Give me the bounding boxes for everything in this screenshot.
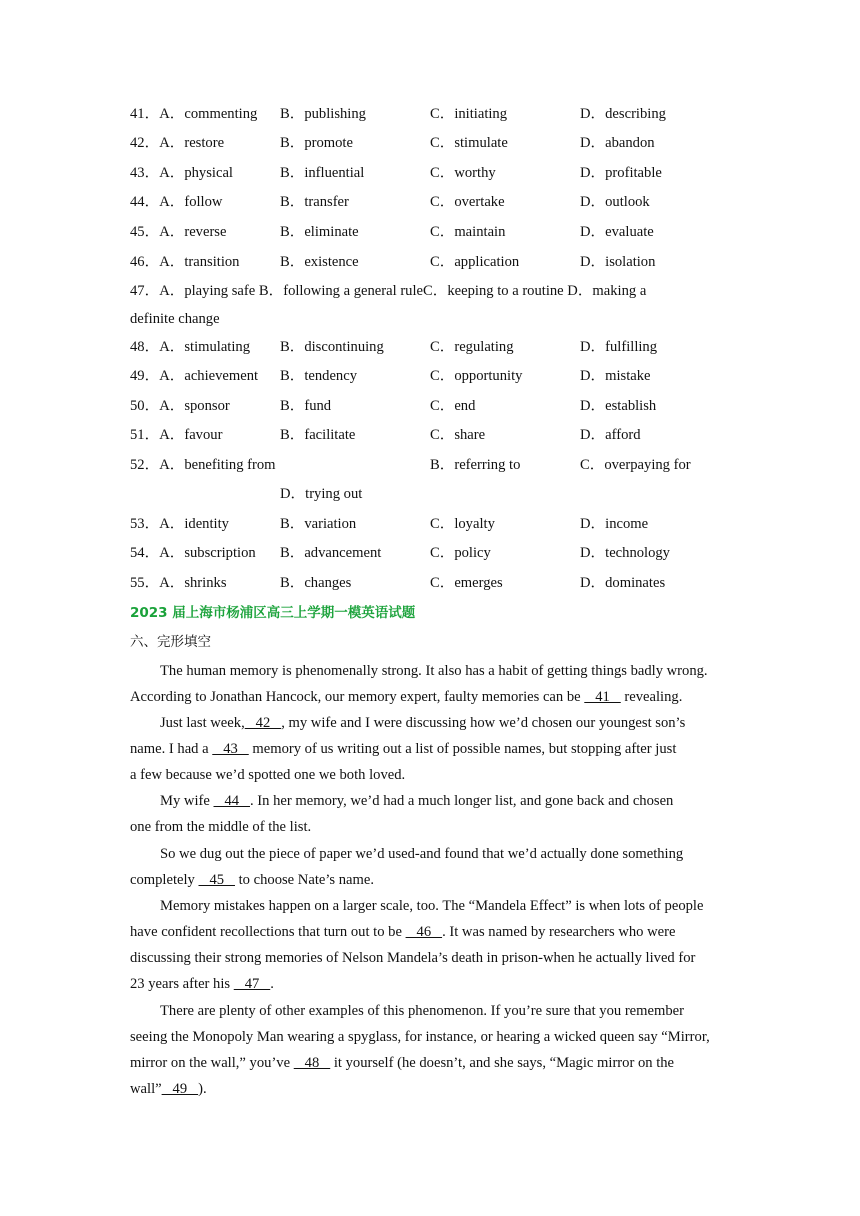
option-a-text: A．commenting	[159, 106, 258, 122]
option-b: B．changes	[280, 575, 352, 591]
option-d: D．dominates	[580, 575, 666, 591]
blank-42: 42	[244, 715, 282, 731]
passage-text: .	[270, 976, 274, 992]
option-c: C．overpaying for	[580, 457, 691, 473]
passage-text: Just last week,	[160, 715, 245, 731]
passage-text: mirror on the wall,” you’ve	[130, 1055, 294, 1071]
option-a-text: A．achievement	[159, 368, 259, 384]
question-number: 44．	[130, 194, 160, 210]
option-c: C．application	[430, 254, 520, 270]
blank-43: 43	[212, 741, 249, 757]
option-a	[130, 104, 257, 124]
question-number: 55．	[130, 575, 160, 591]
question-number: 53．	[130, 516, 160, 532]
option-c: C．opportunity	[430, 368, 523, 384]
question-number: 45．	[130, 224, 160, 240]
option-b: B．tendency	[280, 368, 358, 384]
passage-line: There are plenty of other examples of this phenomenon. If you’re sure that you remember	[160, 1003, 684, 1019]
option-a	[130, 163, 233, 183]
question-47-line-1: 47．A．playing safe B．following a general ruleC．keeping to a routine D．making a	[130, 283, 647, 299]
passage-line	[130, 738, 676, 760]
option-d: D．abandon	[580, 135, 655, 151]
option-d: D．establish	[580, 398, 657, 414]
blank-41: 41	[584, 689, 621, 705]
option-a	[130, 425, 222, 445]
option-d: D．outlook	[580, 194, 650, 210]
question-number: 50．	[130, 398, 160, 414]
option-d: D．describing	[580, 106, 666, 122]
option-b: B．advancement	[280, 545, 382, 561]
option-a	[130, 573, 227, 593]
passage-line: The human memory is phenomenally strong. It also has a habit of getting things badly wrong.	[160, 663, 708, 679]
option-c: C．worthy	[430, 165, 496, 181]
option-a	[130, 455, 276, 475]
option-b: B．fund	[280, 398, 332, 414]
passage-text: According to Jonathan Hancock, our memory expert, faulty memories can be	[130, 689, 585, 705]
passage-line: a few because we’d spotted one we both loved.	[130, 767, 406, 783]
option-a	[130, 337, 250, 357]
option-c: C．maintain	[430, 224, 506, 240]
passage-text: , my wife and I were discussing how we’d chosen our youngest son’s	[281, 715, 686, 731]
option-b: B．facilitate	[280, 427, 356, 443]
option-c: C．initiating	[430, 106, 508, 122]
option-a-text: A．sponsor	[159, 398, 230, 414]
passage-line	[130, 921, 675, 943]
question-number: 41．	[130, 106, 160, 122]
option-a-text: A．identity	[159, 516, 229, 532]
option-a-text: A．benefiting from	[159, 457, 276, 473]
option-d: D．fulfilling	[580, 339, 658, 355]
option-b: B．discontinuing	[280, 339, 384, 355]
option-c: C．end	[430, 398, 476, 414]
option-a-text: A．favour	[159, 427, 223, 443]
passage-text: name. I had a	[130, 741, 213, 757]
option-d: D．trying out	[280, 486, 363, 502]
blank-49: 49	[161, 1081, 199, 1097]
option-a	[130, 192, 222, 212]
passage-text: My wife	[160, 793, 214, 809]
passage-line	[160, 790, 673, 812]
option-b: B．influential	[280, 165, 365, 181]
option-b: B．referring to	[430, 457, 521, 473]
option-a-text: A．stimulating	[159, 339, 251, 355]
option-d: D．isolation	[580, 254, 656, 270]
question-number: 52．	[130, 457, 160, 473]
option-d: D．technology	[580, 545, 670, 561]
blank-44: 44	[213, 793, 250, 809]
passage-line	[160, 712, 685, 734]
question-number: 48．	[130, 339, 160, 355]
option-c: C．policy	[430, 545, 491, 561]
option-a	[130, 133, 224, 153]
passage-text: 23 years after his	[130, 976, 234, 992]
blank-47: 47	[233, 976, 271, 992]
passage-text: ).	[198, 1081, 207, 1097]
option-d: D．evaluate	[580, 224, 654, 240]
passage-line	[130, 973, 274, 995]
question-number: 43．	[130, 165, 160, 181]
passage-line	[130, 1052, 674, 1074]
option-a	[130, 514, 229, 534]
passage-line	[130, 1078, 207, 1100]
passage-line: seeing the Monopoly Man wearing a spyglass, for instance, or hearing a wicked queen say “Mirror,	[130, 1029, 710, 1045]
option-a	[130, 366, 258, 386]
option-b: B．variation	[280, 516, 357, 532]
option-a	[130, 222, 226, 242]
blank-46: 46	[405, 924, 443, 940]
option-a-text: A．physical	[159, 165, 233, 181]
blank-45: 45	[198, 872, 235, 888]
passage-text: wall”	[130, 1081, 162, 1097]
option-a-text: A．subscription	[159, 545, 256, 561]
option-d: D．afford	[580, 427, 641, 443]
passage-text: have confident recollections that turn out to be	[130, 924, 406, 940]
passage-text: revealing.	[620, 689, 683, 705]
passage-line	[130, 686, 682, 708]
option-c: C．regulating	[430, 339, 514, 355]
option-b: B．transfer	[280, 194, 349, 210]
question-number: 54．	[130, 545, 160, 561]
question-number: 49．	[130, 368, 160, 384]
passage-text: memory of us writing out a list of possible names, but stopping after just	[248, 741, 677, 757]
option-c: C．stimulate	[430, 135, 508, 151]
option-b: B．existence	[280, 254, 359, 270]
option-a-text: A．follow	[159, 194, 223, 210]
passage-text: to choose Nate’s name.	[234, 872, 374, 888]
question-47-line-2: definite change	[130, 311, 220, 327]
option-a	[130, 543, 256, 563]
option-c: C．share	[430, 427, 486, 443]
question-number: 51．	[130, 427, 160, 443]
exam-title: 2023 届上海市杨浦区高三上学期一模英语试题	[130, 605, 416, 621]
option-a-text: A．reverse	[159, 224, 227, 240]
option-d: D．mistake	[580, 368, 651, 384]
question-number: 42．	[130, 135, 160, 151]
question-number: 46．	[130, 254, 160, 270]
option-c: C．loyalty	[430, 516, 495, 532]
option-a-text: A．shrinks	[159, 575, 227, 591]
option-c: C．overtake	[430, 194, 505, 210]
option-d: D．income	[580, 516, 649, 532]
passage-text: . In her memory, we’d had a much longer list, and gone back and chosen	[250, 793, 674, 809]
passage-line: So we dug out the piece of paper we’d used-and found that we’d actually done something	[160, 846, 684, 862]
option-d: D．profitable	[580, 165, 662, 181]
passage-line: discussing their strong memories of Nelson Mandela’s death in prison-when he actually lived for	[130, 950, 696, 966]
option-b: B．promote	[280, 135, 353, 151]
passage-line: one from the middle of the list.	[130, 819, 312, 835]
blank-48: 48	[293, 1055, 331, 1071]
option-b: B．publishing	[280, 106, 366, 122]
option-a-text: A．restore	[159, 135, 225, 151]
option-a	[130, 396, 230, 416]
option-a-text: A．transition	[159, 254, 240, 270]
passage-text: . It was named by researchers who were	[442, 924, 676, 940]
option-c: C．emerges	[430, 575, 503, 591]
section-title: 六、完形填空	[130, 634, 211, 650]
passage-line	[130, 869, 374, 891]
passage-text: it yourself (he doesn’t, and she says, “Magic mirror on the	[330, 1055, 675, 1071]
option-b: B．eliminate	[280, 224, 359, 240]
passage-text: completely	[130, 872, 199, 888]
passage-line: Memory mistakes happen on a larger scale, too. The “Mandela Effect” is when lots of people	[160, 898, 704, 914]
option-a	[130, 252, 239, 272]
